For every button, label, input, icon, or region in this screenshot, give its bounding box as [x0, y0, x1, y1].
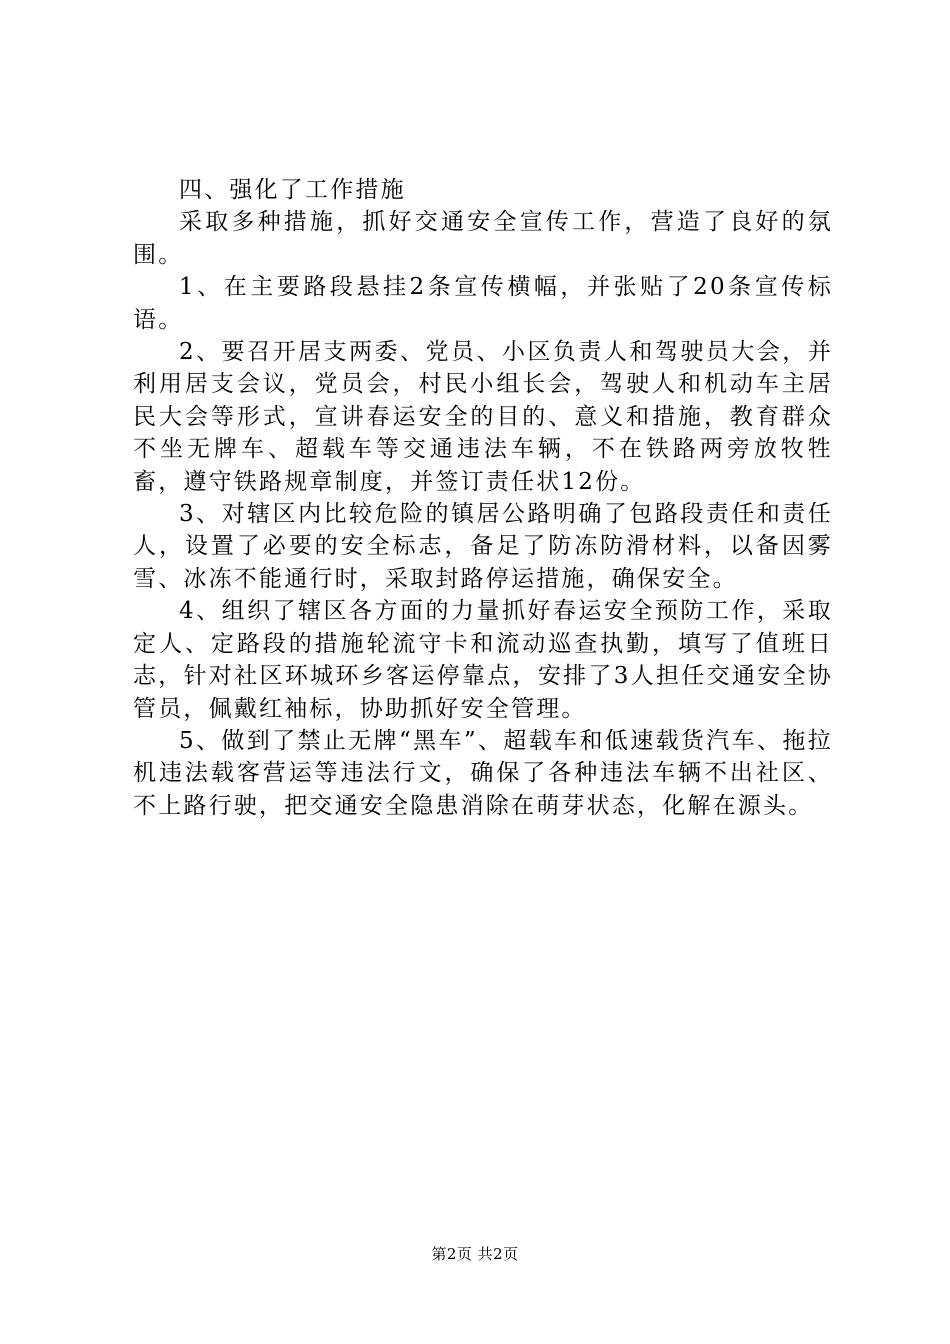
paragraph-item-3: 3、对辖区内比较危险的镇居公路明确了包路段责任和责任人，设置了必要的安全标志，备足了防冻防滑材料，以备因雾雪、冰冻不能通行时，采取封路停运措施，确保安全。 [133, 501, 833, 592]
paragraph-item-1: 1、在主要路段悬挂2条宣传横幅，并张贴了20条宣传标语。 [133, 274, 833, 333]
section-heading: 四、强化了工作措施 [179, 177, 406, 203]
paragraph-item-5: 5、做到了禁止无牌“黑车”、超载车和低速载货汽车、拖拉机违法载客营运等违法行文，确保了各种违法车辆不出社区、不上路行驶，把交通安全隐患消除在萌芽状态，化解在源头。 [133, 727, 833, 819]
paragraph-item-4: 4、组织了辖区各方面的力量抓好春运安全预防工作，采取定人、定路段的措施轮流守卡和流动巡查执勤，填写了值班日志，针对社区环城环乡客运停靠点，安排了3人担任交通安全协管员，佩戴红袖标，协助抓好安全管理。 [133, 598, 833, 722]
paragraph-item-2: 2、要召开居支两委、党员、小区负责人和驾驶员大会，并利用居支会议，党员会，村民小组长会，驾驶人和机动车主居民大会等形式，宣讲春运安全的目的、意义和措施，教育群众不坐无牌车、超载车等交通违法车辆，不在铁路两旁放牧牲畜，遵守铁路规章制度，并签订责任状12份。 [133, 339, 833, 495]
paragraph-intro: 采取多种措施，抓好交通安全宣传工作，营造了良好的氛围。 [133, 209, 833, 268]
page-number-footer: 第2页 共2页 [431, 1245, 519, 1263]
document-body [133, 174, 833, 822]
